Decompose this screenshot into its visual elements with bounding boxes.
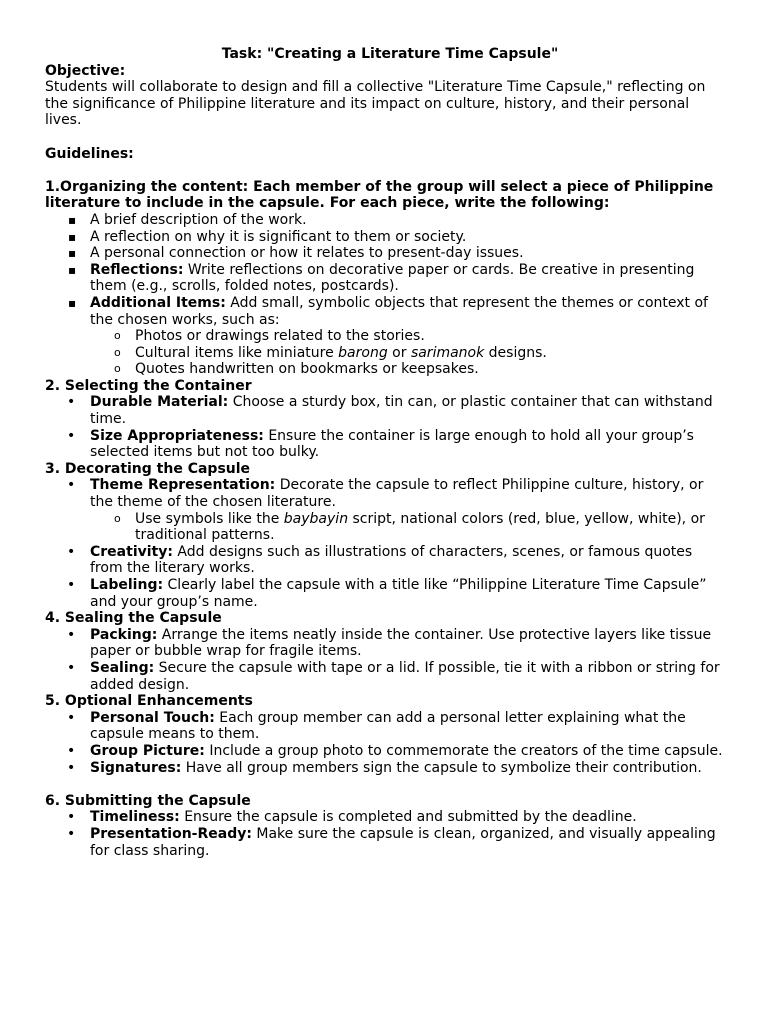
- bullet-icon: •: [67, 394, 76, 411]
- spacer: [45, 162, 725, 179]
- objective-heading: Objective:: [45, 62, 126, 79]
- list-item: • Creativity: Add designs such as illustrations of characters, scenes, or famous quotes from the literary works.: [67, 543, 693, 577]
- list-item: • Personal Touch: Each group member can add a personal letter explaining what the capsule means to them.: [67, 709, 686, 743]
- list-item: • Durable Material: Choose a sturdy box, tin can, or plastic container that can withstand time.: [67, 394, 713, 428]
- square-bullet-icon: ▪: [68, 246, 77, 261]
- section6-heading: 6. Submitting the Capsule: [45, 792, 251, 809]
- bullet-icon: •: [67, 543, 76, 560]
- bullet-icon: •: [67, 709, 76, 726]
- document-title: Task: "Creating a Literature Time Capsule": [221, 46, 559, 62]
- circle-bullet-icon: o: [114, 362, 121, 376]
- document-page: [45, 46, 725, 859]
- circle-bullet-icon: o: [114, 511, 121, 525]
- list-item: • Labeling: Clearly label the capsule with a title like “Philippine Literature Time Capsule” and your group’s name.: [67, 577, 707, 610]
- section1-sublist: [45, 328, 725, 378]
- bullet-icon: •: [67, 659, 76, 676]
- list-item: • Presentation-Ready: Make sure the capsule is clean, organized, and visually appealing for class sharing.: [67, 825, 716, 859]
- sub-list-item: o Quotes handwritten on bookmarks or keepsakes.: [114, 361, 479, 378]
- circle-bullet-icon: o: [114, 329, 121, 343]
- square-bullet-icon: ▪: [68, 229, 77, 244]
- section3-list-continued: [45, 544, 725, 610]
- sub-list-item: o Use symbols like the baybayin script, national colors (red, blue, yellow, white), or traditional patterns.: [114, 510, 705, 544]
- bullet-icon: •: [67, 742, 76, 759]
- section3-sublist: [45, 511, 725, 544]
- section3-list: [45, 477, 725, 510]
- list-item: ▪ Reflections: Write reflections on decorative paper or cards. Be creative in presenting them (e.g., scrolls, folded notes, postcards).: [68, 261, 695, 295]
- list-item: • Group Picture: Include a group photo to commemorate the creators of the time capsule.: [67, 742, 723, 759]
- spacer: [45, 776, 725, 793]
- list-item: • Sealing: Secure the capsule with tape or a lid. If possible, tie it with a ribbon or string for added design.: [67, 659, 720, 693]
- section2-list: [45, 394, 725, 460]
- guidelines-heading: Guidelines:: [45, 145, 134, 162]
- list-item: ▪ A reflection on why it is significant to them or society.: [68, 228, 467, 245]
- sub-list-item: o Photos or drawings related to the stories.: [114, 328, 425, 345]
- bullet-icon: •: [67, 759, 76, 776]
- list-item: • Timeliness: Ensure the capsule is completed and submitted by the deadline.: [67, 809, 637, 826]
- list-item: • Theme Representation: Decorate the capsule to reflect Philippine culture, history, or the theme of the chosen literature.: [67, 477, 704, 511]
- list-item: • Signatures: Have all group members sign the capsule to symbolize their contribution.: [67, 759, 702, 776]
- list-item: • Packing: Arrange the items neatly inside the container. Use protective layers like tissue paper or bubble wrap for fragile items.: [67, 626, 712, 660]
- bullet-icon: •: [67, 427, 76, 444]
- list-item: ▪ A brief description of the work.: [68, 211, 307, 228]
- square-bullet-icon: ▪: [68, 262, 77, 277]
- spacer: [45, 129, 725, 146]
- section5-heading: 5. Optional Enhancements: [45, 693, 253, 710]
- list-item: • Size Appropriateness: Ensure the container is large enough to hold all your group’s selected items but not too bulky.: [67, 427, 694, 461]
- section6-list: [45, 809, 725, 859]
- bullet-icon: •: [67, 626, 76, 643]
- objective-text: Students will collaborate to design and fill a collective "Literature Time Capsule," reflecting on the significance of Philippine literature and its impact on culture, history, and their personal lives.: [45, 79, 706, 129]
- sub-list-item: o Cultural items like miniature barong or sarimanok designs.: [114, 344, 547, 361]
- bullet-icon: •: [67, 577, 76, 593]
- list-item: ▪ Additional Items: Add small, symbolic objects that represent the themes or context of the chosen works, such as:: [68, 294, 708, 328]
- bullet-icon: •: [67, 825, 76, 842]
- section4-list: [45, 627, 725, 693]
- circle-bullet-icon: o: [114, 345, 121, 359]
- list-item: ▪ A personal connection or how it relates to present-day issues.: [68, 245, 524, 262]
- section1-heading: 1.Organizing the content: Each member of the group will select a piece of Philippine literature to include in the capsule. For each piece, write the following:: [45, 178, 714, 212]
- bullet-icon: •: [67, 809, 76, 826]
- square-bullet-icon: ▪: [68, 212, 77, 227]
- section2-heading: 2. Selecting the Container: [45, 377, 252, 394]
- square-bullet-icon: ▪: [68, 295, 77, 310]
- section5-list: [45, 710, 725, 776]
- bullet-icon: •: [67, 477, 76, 494]
- section3-heading: 3. Decorating the Capsule: [45, 460, 251, 477]
- section1-list: [45, 212, 725, 328]
- section4-heading: 4. Sealing the Capsule: [45, 610, 222, 627]
